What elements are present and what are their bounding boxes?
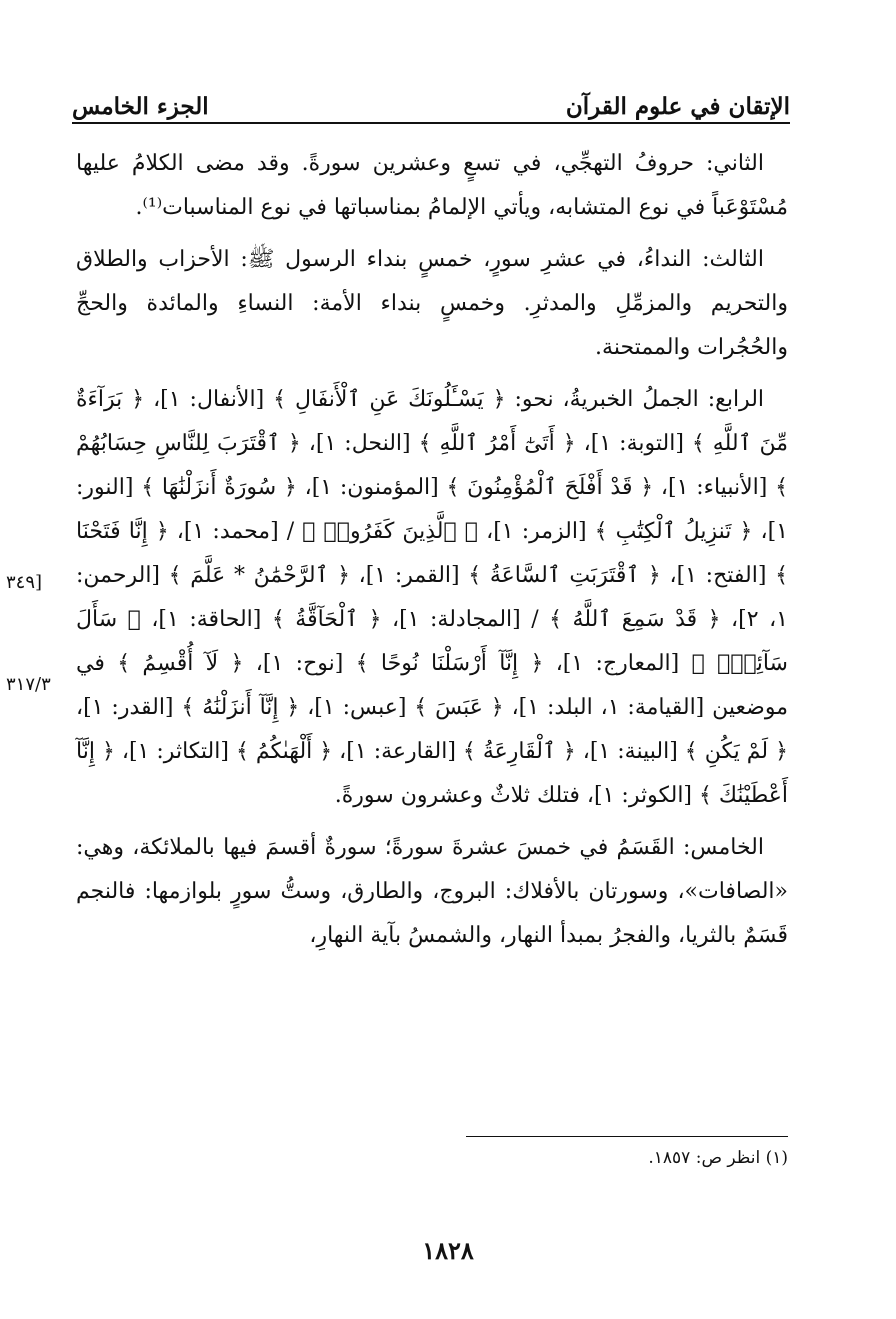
page-number: ١٨٢٨ <box>422 1236 474 1265</box>
running-header <box>72 80 790 120</box>
paragraph-fifth: الخامس: القَسَمُ في خمسَ عشرةَ سورةً؛ سورةٌ أقسمَ فيها بالملائكة، وهي: «الصافات»، وسورتان بالأفلاك: البروج، والطارق، وستُّ سورٍ بلوازمها: فالنجم قَسَمٌ بالثريا، والفجرُ بمبدأ النهار، والشمسُ بآية النهارِ، <box>76 835 788 948</box>
header-rule <box>72 122 790 124</box>
body-text <box>76 142 788 966</box>
paragraph-second: الثاني: حروفُ التهجِّي، في تسعٍ وعشرين سورةً. وقد مضى الكلامُ عليها مُسْتَوْعَباً في نوع المتشابه، ويأتي الإلمامُ بمناسباتها في نوع المناسبات⁽¹⁾. <box>76 151 788 220</box>
margin-note-edition-page: ٣١٧/٣ <box>6 674 51 695</box>
footnote: (١) انظر ص: ١٨٥٧. <box>648 1148 788 1168</box>
book-title: الإتقان في علوم القرآن <box>565 93 790 120</box>
footnote-rule <box>466 1136 788 1137</box>
volume-label: الجزء الخامس <box>72 93 209 120</box>
paragraph-third: الثالث: النداءُ، في عشرِ سورٍ، خمسٍ بنداء الرسول ﷺ: الأحزاب والطلاق والتحريم والمزمِّلِ والمدثرِ. وخمسٍ بنداء الأمة: النساءِ والمائدة والحجِّ والحُجُرات والممتحنة. <box>76 247 788 360</box>
paragraph-fourth: الرابع: الجملُ الخبريةُ، نحو: ﴿ يَسْـَٔلُونَكَ عَنِ ٱلْأَنفَالِ ﴾ [الأنفال: ١]، ﴿ بَرَآءَةٌ مِّنَ ٱللَّهِ ﴾ [التوبة: ١]، ﴿ أَتَىٰٓ أَمْرُ ٱللَّهِ ﴾ [النحل: ١]، ﴿ ٱقْتَرَبَ لِلنَّاسِ حِسَابُهُمْ ﴾ [الأنبياء: ١]، ﴿ قَدْ أَفْلَحَ ٱلْمُؤْمِنُونَ ﴾ [المؤمنون: ١]، ﴿ سُورَةٌ أَنزَلْنَٰهَا ﴾ [النور: ١]، ﴿ تَنزِيلُ ٱلْكِتَٰبِ ﴾ [الزمر: ١]، ﴿ ٱلَّذِينَ كَفَرُوا۟ ﴾ / [محمد: ١]، ﴿ إِنَّا فَتَحْنَا ﴾ [الفتح: ١]، ﴿ ٱقْتَرَبَتِ ٱلسَّاعَةُ ﴾ [القمر: ١]، ﴿ ٱلرَّحْمَٰنُ * عَلَّمَ ﴾ [الرحمن: ١، ٢]، ﴿ قَدْ سَمِعَ ٱللَّهُ ﴾ / [المجادلة: ١]، ﴿ ٱلْحَآقَّةُ ﴾ [الحاقة: ١]، ﴿ سَأَلَ سَآئِلٌۢ ﴾ [المعارج: ١]، ﴿ إِنَّآ أَرْسَلْنَا نُوحًا ﴾ [نوح: ١]، ﴿ لَآ أُقْسِمُ ﴾ في موضعين [القيامة: ١، البلد: ١]، ﴿ عَبَسَ ﴾ [عبس: ١]، ﴿ إِنَّآ أَنزَلْنَٰهُ ﴾ [القدر: ١]، ﴿ لَمْ يَكُنِ ﴾ [البينة: ١]، ﴿ ٱلْقَارِعَةُ ﴾ [القارعة: ١]، ﴿ أَلْهَىٰكُمُ ﴾ [التكاثر: ١]، ﴿ إِنَّآ أَعْطَيْنَٰكَ ﴾ [الكوثر: ١]، فتلك ثلاثٌ وعشرون سورةً. <box>76 387 788 808</box>
margin-note-manuscript-page: [٣٤٩ <box>6 572 43 593</box>
